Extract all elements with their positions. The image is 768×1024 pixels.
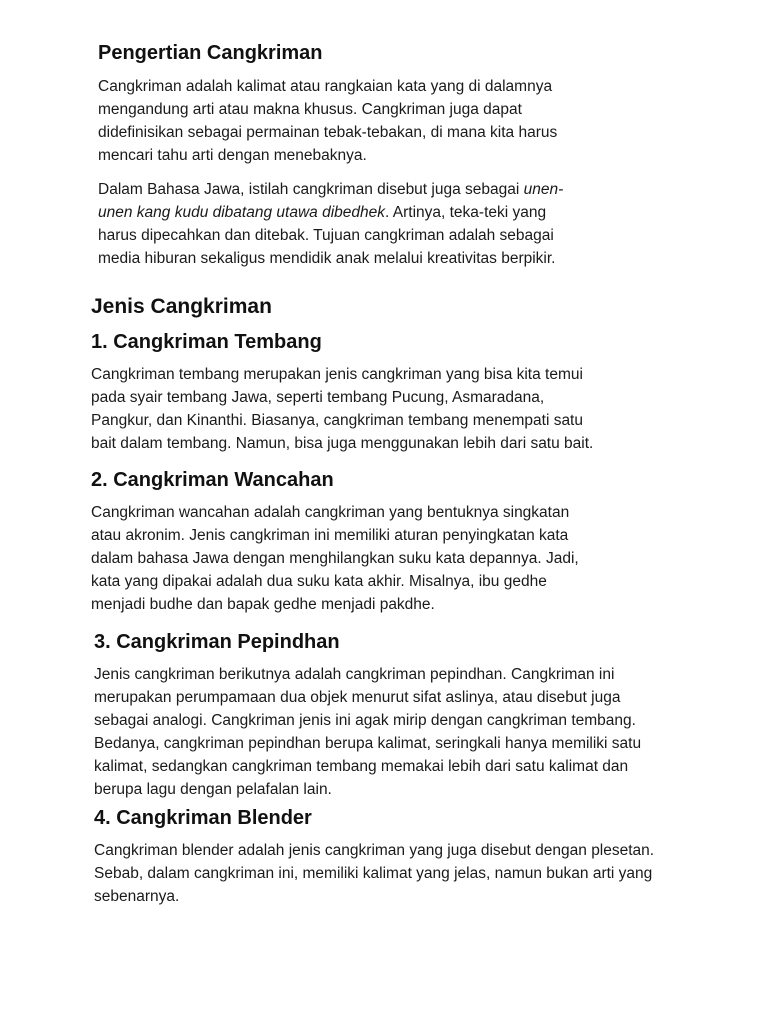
pengertian-paragraph-2	[98, 178, 568, 270]
jenis-item-4-body: Cangkriman blender adalah jenis cangkriman yang juga disebut dengan plesetan. Sebab, dalam cangkriman ini, memiliki kalimat yang jelas, namun bukan arti yang sebenarnya.	[94, 842, 655, 905]
pengertian-paragraph-2-italic: unen-unen kang kudu dibatang utawa dibedhek	[98, 181, 564, 221]
jenis-item-1	[91, 329, 606, 455]
jenis-item-1-body: Cangkriman tembang merupakan jenis cangkriman yang bisa kita temui pada syair tembang Jawa, seperti tembang Pucung, Asmaradana, Pangkur, dan Kinanthi. Biasanya, cangkriman tembang menempati satu bait dalam tembang. Namun, bisa juga menggunakan lebih dari satu bait.	[91, 366, 594, 452]
jenis-item-2	[91, 467, 591, 616]
jenis-item-3-body: Jenis cangkriman berikutnya adalah cangkriman pepindhan. Cangkriman ini merupakan perumpamaan dua objek menurut sifat aslinya, atau disebut juga sebagai analogi. Cangkriman jenis ini agak mirip dengan cangkriman tembang. Bedanya, cangkriman pepindhan berupa kalimat, seringkali hanya memiliki satu kalimat, sedangkan cangkriman tembang memakai lebih dari satu kalimat dan berupa lagu dengan pelafalan lain.	[94, 666, 642, 798]
pengertian-paragraph-2-start: Dalam Bahasa Jawa, istilah cangkriman disebut juga sebagai	[98, 181, 524, 198]
pengertian-paragraph-2-end: . Artinya, teka-teki yang harus dipecahkan dan ditebak. Tujuan cangkriman adalah sebagai media hiburan sekaligus mendidik anak melalui kreativitas berpikir.	[98, 204, 556, 267]
jenis-item-2-title: 2. Cangkriman Wancahan	[91, 469, 334, 491]
jenis-section-header	[91, 294, 681, 320]
jenis-item-3	[94, 629, 664, 801]
pengertian-section	[98, 40, 568, 270]
jenis-item-1-title: 1. Cangkriman Tembang	[91, 331, 322, 353]
jenis-item-3-title: 3. Cangkriman Pepindhan	[94, 631, 340, 653]
jenis-item-4	[94, 805, 659, 908]
jenis-item-4-title: 4. Cangkriman Blender	[94, 807, 312, 829]
jenis-item-2-body: Cangkriman wancahan adalah cangkriman yang bentuknya singkatan atau akronim. Jenis cangkriman ini memiliki aturan penyingkatan kata dalam bahasa Jawa dengan menghilangkan suku kata depannya. Jadi, kata yang dipakai adalah dua suku kata akhir. Misalnya, ibu gedhe menjadi budhe dan bapak gedhe menjadi pakdhe.	[91, 504, 579, 613]
pengertian-paragraph-1: Cangkriman adalah kalimat atau rangkaian kata yang di dalamnya mengandung arti atau makna khusus. Cangkriman juga dapat didefinisikan sebagai permainan tebak-tebakan, di mana kita harus mencari tahu arti dengan menebaknya.	[98, 78, 558, 164]
jenis-heading: Jenis Cangkriman	[91, 295, 272, 318]
pengertian-heading: Pengertian Cangkriman	[98, 42, 323, 64]
